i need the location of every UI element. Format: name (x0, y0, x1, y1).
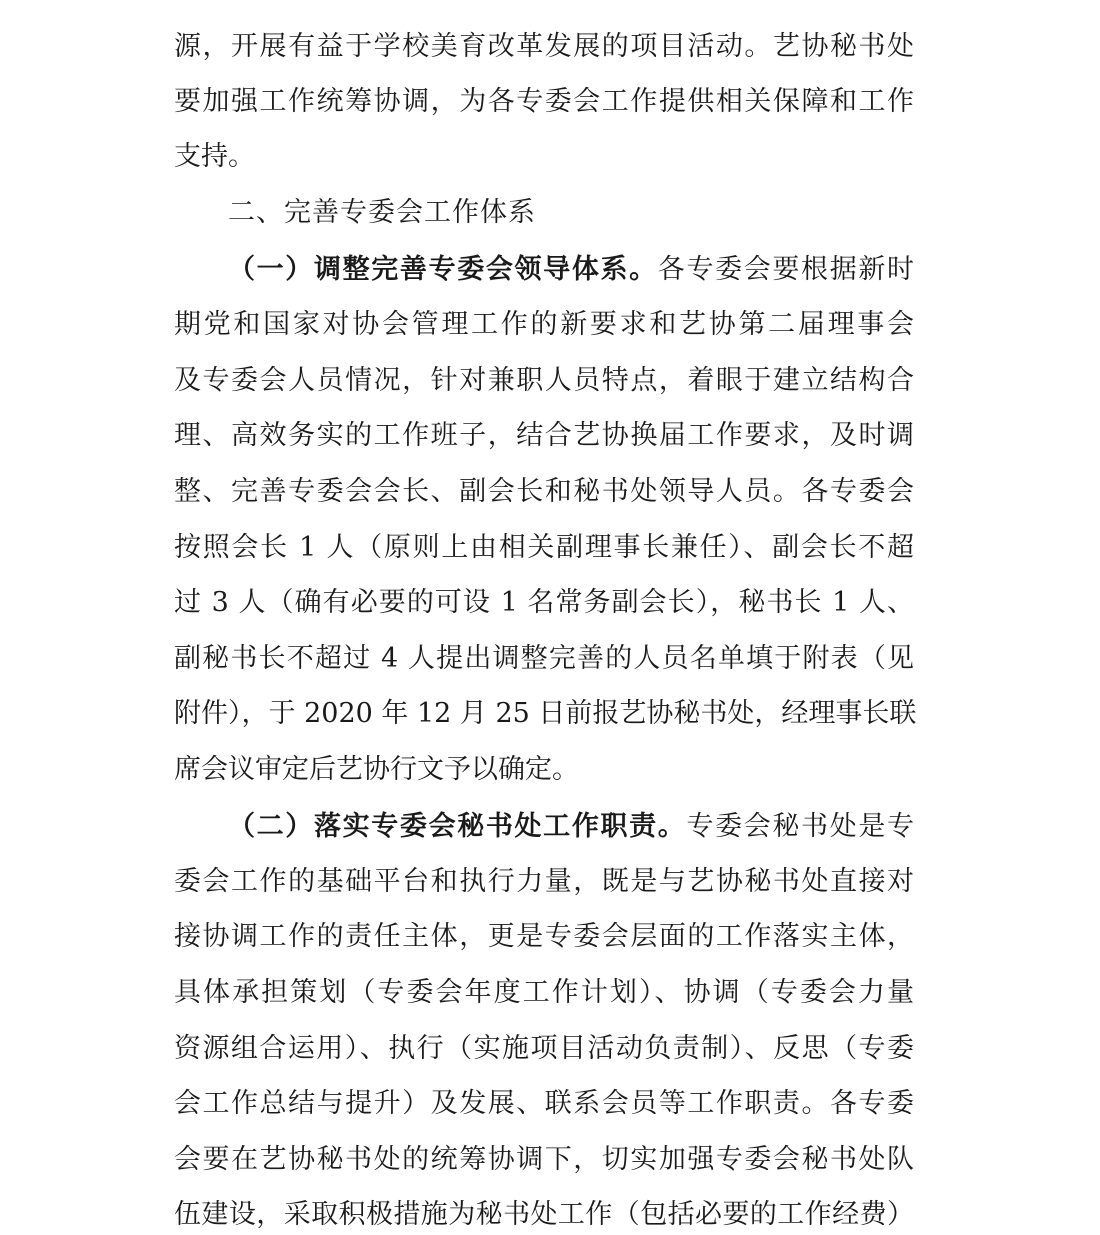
text-line: 资源组合运用）、执行（实施项目活动负责制）、反思（专委 (174, 1033, 914, 1064)
text-line: 会要在艺协秘书处的统筹协调下，切实加强专委会秘书处队 (174, 1144, 914, 1175)
text-line: 按照会长 1 人（原则上由相关副理事长兼任）、副会长不超 (174, 532, 914, 563)
subsection-heading: （二）落实专委会秘书处工作职责。 (228, 811, 687, 842)
text-line: 伍建设，采取积极措施为秘书处工作（包括必要的工作经费） (174, 1199, 914, 1230)
text-line: 接协调工作的责任主体，更是专委会层面的工作落实主体， (174, 921, 914, 952)
text-line: 副秘书长不超过 4 人提出调整完善的人员名单填于附表（见 (174, 643, 914, 674)
text-line: 附件），于 2020 年 12 月 25 日前报艺协秘书处，经理事长联 (174, 698, 917, 729)
subsection-heading: （一）调整完善专委会领导体系。 (228, 254, 658, 285)
text-line: 支持。 (174, 141, 255, 172)
text-line: 源，开展有益于学校美育改革发展的项目活动。艺协秘书处 (174, 31, 914, 62)
section-heading: 二、完善专委会工作体系 (228, 197, 536, 228)
text-line: 席会议审定后艺协行文予以确定。 (174, 754, 579, 785)
text-line: 及专委会人员情况，针对兼职人员特点，着眼于建立结构合 (174, 365, 914, 396)
text-fragment: 专委会秘书处是专 (686, 811, 915, 842)
text-line: 整、完善专委会会长、副会长和秘书处领导人员。各专委会 (174, 476, 914, 507)
text-line: 过 3 人（确有必要的可设 1 名常务副会长），秘书长 1 人、 (174, 587, 914, 618)
text-line: 会工作总结与提升）及发展、联系会员等工作职责。各专委 (174, 1088, 914, 1119)
paragraph-first-line (228, 250, 914, 290)
text-line: 委会工作的基础平台和执行力量，既是与艺协秘书处直接对 (174, 866, 914, 897)
text-line: 期党和国家对协会管理工作的新要求和艺协第二届理事会 (174, 309, 914, 340)
text-line: 具体承担策划（专委会年度工作计划）、协调（专委会力量 (174, 977, 914, 1008)
paragraph-first-line (228, 807, 914, 847)
text-fragment: 各专委会要根据新时 (657, 254, 915, 285)
text-line: 理、高效务实的工作班子，结合艺协换届工作要求，及时调 (174, 420, 914, 451)
text-line: 要加强工作统筹协调，为各专委会工作提供相关保障和工作 (174, 86, 914, 117)
